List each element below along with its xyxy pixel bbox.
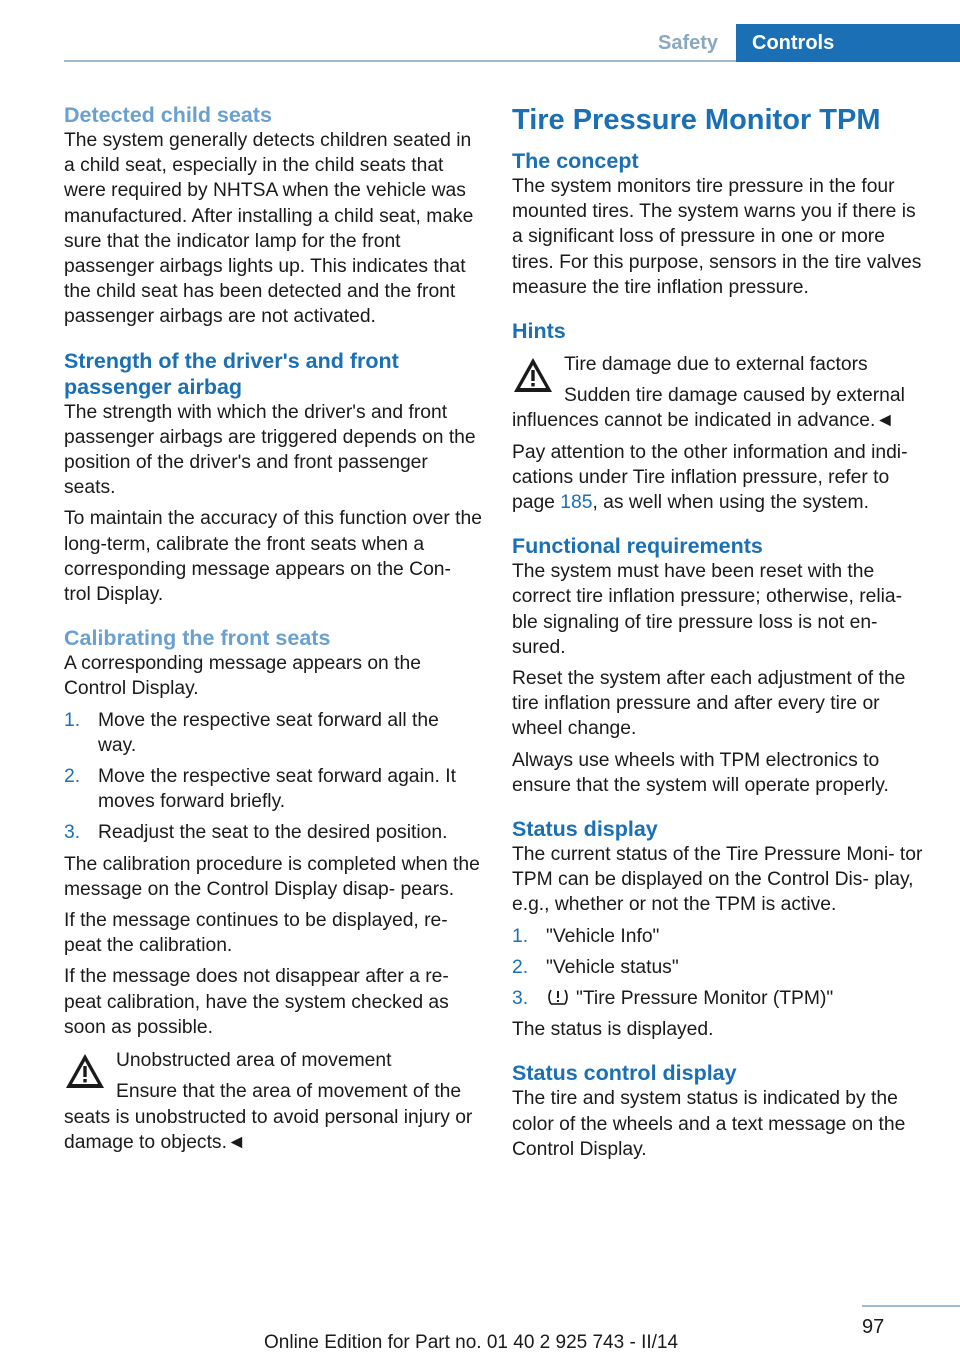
- step-number: 2.: [512, 956, 529, 978]
- strength-paragraph-2: To maintain the accuracy of this function over the long-term, calibrate the front seats when a corresponding message appears on the Con- trol Display.: [64, 508, 482, 606]
- calib-paragraph-3: If the message does not disappear after a re- peat calibration, have the system checked as soon as possible.: [64, 966, 449, 1038]
- heading-tpm: Tire Pressure Monitor TPM: [512, 104, 881, 136]
- page-reference-link[interactable]: 185: [560, 492, 593, 514]
- step-text: "Vehicle Info": [546, 925, 660, 947]
- footer-edition: Online Edition for Part no. 01 40 2 925 743 - II/14: [264, 1332, 679, 1353]
- calib-intro: A corresponding message appears on the Control Display.: [64, 653, 421, 700]
- heading-detected-child-seats: Detected child seats: [64, 103, 272, 127]
- calib-steps: [64, 708, 482, 846]
- tab-controls[interactable]: Controls: [736, 24, 960, 62]
- step-text: "Tire Pressure Monitor (TPM)": [576, 988, 834, 1010]
- strength-paragraph-1: The strength with which the driver's and front passenger airbags are triggered depends on the position of the driver's and front passenger seats.: [64, 401, 476, 499]
- tab-safety[interactable]: Safety: [657, 32, 719, 54]
- step-number: 3.: [512, 988, 529, 1010]
- step-text: "Vehicle status": [546, 956, 679, 978]
- right-column: [512, 102, 928, 1168]
- calib-paragraph-1: The calibration procedure is completed when the message on the Control Display disap- pears.: [64, 853, 480, 900]
- list-item: [64, 820, 482, 845]
- list-item: [512, 986, 928, 1011]
- calib-paragraph-2: If the message continues to be displayed, re- peat the calibration.: [64, 910, 448, 957]
- heading-calibrating-front-seats: Calibrating the front seats: [64, 626, 331, 651]
- list-item: [512, 955, 928, 980]
- hints-text-before: Pay attention to the other information and indi- cations under Tire inflation pressure, refer to page: [512, 441, 908, 514]
- control-body: The tire and system status is indicated by the color of the wheels and a text message on the Control Display.: [512, 1088, 906, 1160]
- step-text: Move the respective seat forward all the way.: [98, 709, 439, 756]
- hints-text-after: , as well when using the system.: [592, 492, 869, 514]
- heading-status-control-display: Status control display: [512, 1061, 737, 1086]
- list-item: [64, 764, 482, 814]
- left-column: [64, 102, 482, 1161]
- status-body: The current status of the Tire Pressure Moni- tor TPM can be displayed on the Control Dis- play, e.g., whether or not the TPM is active.: [512, 844, 923, 916]
- detected-body: The system generally detects children seated in a child seat, especially in the child seats that were required by NHTSA when the vehicle was manufactured. After installing a child seat, make sure that the indicator lamp for the front passenger airbags lights up. This indicates that the child seat has been detected and the front passenger airbags are not activated.: [64, 130, 474, 328]
- list-item: [512, 924, 928, 949]
- step-number: 3.: [64, 822, 81, 844]
- heading-functional-requirements: Functional requirements: [512, 534, 763, 559]
- warning-title: Tire damage due to external factors: [564, 354, 868, 376]
- heading-status-display: Status display: [512, 817, 658, 842]
- status-steps: [512, 924, 928, 1012]
- func-paragraph-3: Always use wheels with TPM electronics to ensure that the system will operate properly.: [512, 749, 889, 796]
- warning-movement: [64, 1048, 482, 1155]
- step-text: Move the respective seat forward again. It moves forward briefly.: [98, 766, 456, 813]
- hints-paragraph: [512, 440, 928, 516]
- list-item: [64, 708, 482, 758]
- func-paragraph-1: The system must have been reset with the correct tire inflation pressure; otherwise, relia- ble signaling of tire pressure loss is not en- sured.: [512, 561, 903, 658]
- concept-body: The system monitors tire pressure in the four mounted tires. The system warns you if there is a significant loss of pressure in one or more tires. For this purpose, sensors in the tire valves measure the tire inflation pressure.: [512, 176, 922, 298]
- warning-body: Ensure that the area of movement of the seats is unobstructed to avoid personal injury or damage to objects.◄: [64, 1081, 473, 1153]
- warning-title: Unobstructed area of movement: [116, 1050, 392, 1072]
- warning-tire-damage: [512, 352, 928, 434]
- page-number: 97: [862, 1316, 885, 1338]
- footer-rule: [862, 1305, 960, 1307]
- step-number: 2.: [64, 766, 81, 788]
- heading-hints: Hints: [512, 319, 566, 344]
- func-paragraph-2: Reset the system after each adjustment of the tire inflation pressure and after every tire or wheel change.: [512, 668, 906, 740]
- heading-airbag-strength: Strength of the driver's and front passenger airbag: [64, 348, 399, 399]
- warning-triangle-icon: [512, 356, 554, 394]
- warning-triangle-icon: [64, 1052, 106, 1090]
- heading-concept: The concept: [512, 149, 639, 173]
- step-number: 1.: [512, 925, 529, 947]
- warning-body: Sudden tire damage caused by external influences cannot be indicated in advance.◄: [512, 385, 905, 432]
- status-after: The status is displayed.: [512, 1019, 714, 1041]
- step-number: 1.: [64, 709, 81, 731]
- tire-pressure-icon: [546, 987, 570, 1007]
- step-text: Readjust the seat to the desired position.: [98, 822, 448, 844]
